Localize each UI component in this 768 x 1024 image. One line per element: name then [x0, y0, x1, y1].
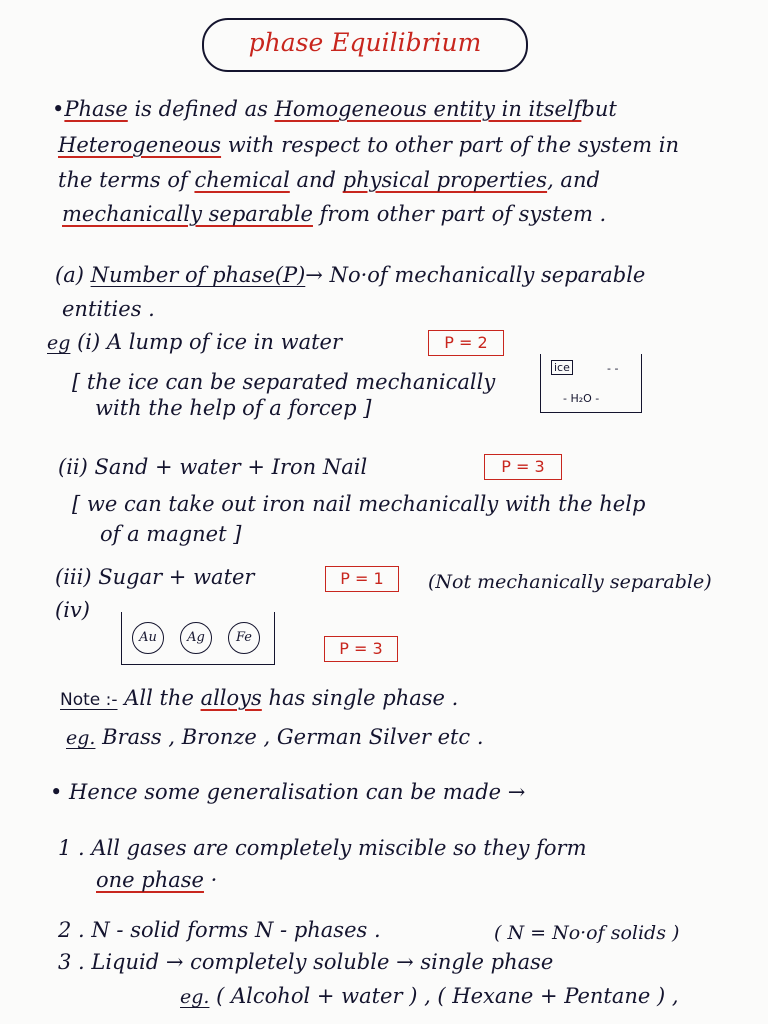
metals-container [121, 612, 275, 665]
note-line [60, 686, 458, 711]
title-frame [202, 18, 528, 72]
text: with respect to other part of the system in [227, 133, 679, 157]
text: is defined as [134, 97, 268, 121]
example-1-note-1: [ the ice can be separated mechanically [72, 370, 496, 394]
text: All the [124, 686, 194, 710]
example-2-line: (ii) Sand + water + Iron Nail [58, 455, 368, 479]
eg-label: eg. [180, 986, 210, 1008]
example-2-note-2: of a magnet ] [100, 522, 242, 546]
example-2-note-1: [ we can take out iron nail mechanically with the help [72, 492, 646, 516]
generalisation-item-1: 1 . All gases are completely miscible so they form [58, 836, 587, 860]
ice-cube-icon: ice [551, 360, 573, 375]
generalisation-item-3-examples [180, 984, 679, 1009]
generalisation-item-1b [96, 868, 217, 893]
example-1-note-2: with the help of a forcep ] [95, 396, 372, 420]
term-alloys: alloys [200, 686, 262, 710]
term-homogeneous: Homogeneous entity in itself [274, 97, 582, 121]
water-surface: - - [607, 362, 619, 375]
text: from other part of system . [319, 202, 607, 226]
eg-label: eg. [66, 727, 96, 749]
definition-line-3 [58, 168, 600, 193]
note-label: Note :- [60, 690, 118, 710]
text: and [296, 168, 336, 192]
bullet: • [52, 97, 65, 121]
definition-line-1 [52, 97, 617, 122]
metal-ag: Ag [180, 622, 212, 654]
term-number-of-phase: Number of phase(P) [90, 263, 306, 287]
term-chemical: chemical [194, 168, 290, 192]
eg-label: eg [47, 332, 71, 354]
metal-au: Au [132, 622, 164, 654]
phase-box-4: P = 3 [324, 636, 398, 662]
text: Brass , Bronze , German Silver etc . [102, 725, 484, 749]
section-a-line-2: entities . [62, 297, 155, 321]
definition-line-4 [62, 202, 606, 227]
term-physical-properties: physical properties [342, 168, 548, 192]
example-1-line [47, 330, 342, 355]
example-3-line: (iii) Sugar + water [55, 565, 255, 589]
generalisation-intro: • Hence some generalisation can be made → [50, 780, 526, 804]
term-one-phase: one phase [96, 868, 204, 892]
generalisation-item-2-note: ( N = No·of solids ) [494, 922, 680, 944]
example-3-note: (Not mechanically separable) [428, 571, 712, 593]
text: · [210, 868, 218, 892]
text: , and [547, 168, 600, 192]
phase-box-3: P = 1 [325, 566, 399, 592]
section-a-line [55, 263, 645, 288]
term-mechanically-separable: mechanically separable [62, 202, 313, 226]
text: (i) A lump of ice in water [77, 330, 342, 354]
page-title: phase Equilibrium [248, 28, 482, 57]
arrow: → [305, 263, 323, 287]
definition-line-2 [58, 133, 679, 158]
generalisation-item-2: 2 . N - solid forms N - phases . [58, 918, 381, 942]
beaker-diagram [540, 354, 642, 413]
example-4-label: (iv) [55, 598, 90, 622]
term-heterogeneous: Heterogeneous [58, 133, 222, 157]
metal-fe: Fe [228, 622, 260, 654]
text: No·of mechanically separable [329, 263, 646, 287]
phase-box-2: P = 3 [484, 454, 562, 480]
generalisation-item-3: 3 . Liquid → completely soluble → single phase [58, 950, 554, 974]
section-label: (a) [55, 263, 84, 287]
phase-box-1: P = 2 [428, 330, 504, 356]
text: ( Alcohol + water ) , ( Hexane + Pentane ) , [216, 984, 679, 1008]
note-examples-line [66, 725, 484, 750]
text: the terms of [58, 168, 188, 192]
term-phase: Phase [64, 97, 128, 121]
text: but [581, 97, 617, 121]
water-label: - H₂O - [563, 392, 600, 405]
text: has single phase . [268, 686, 459, 710]
